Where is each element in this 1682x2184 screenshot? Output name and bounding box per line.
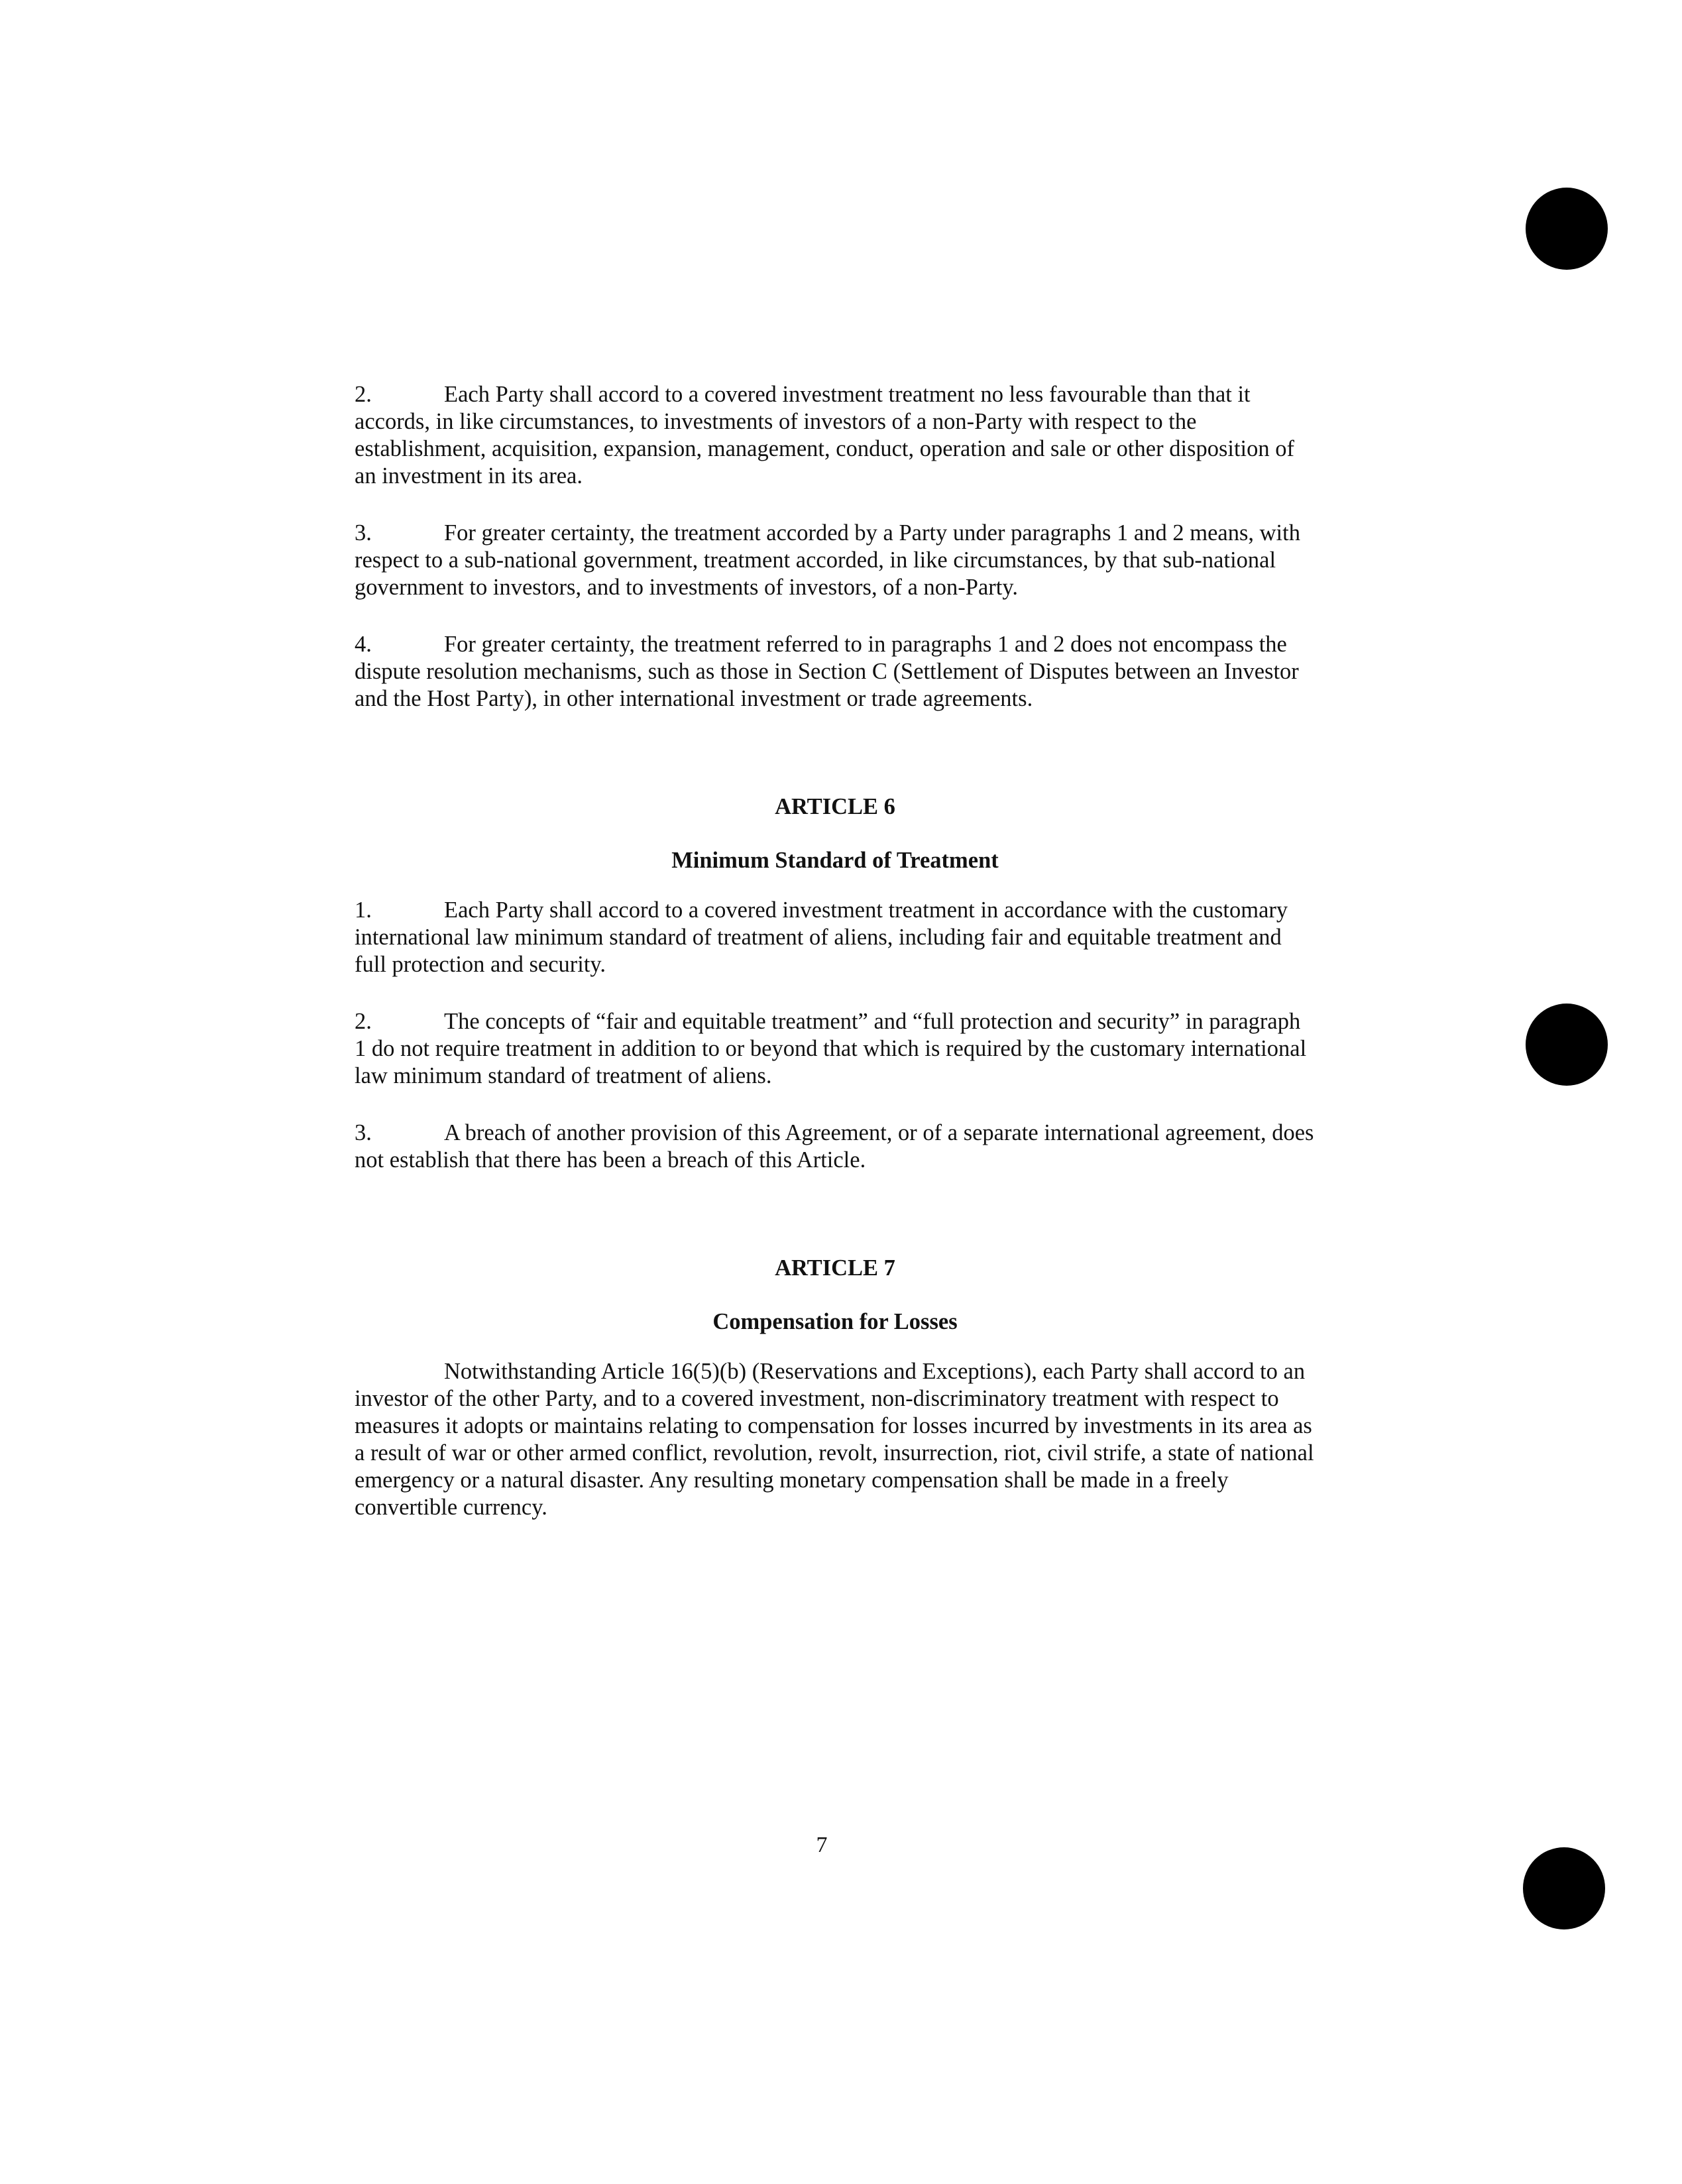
paragraph-number: 3. [355, 1120, 372, 1145]
paragraph-continued-3 [355, 520, 1316, 601]
binder-hole-top [1526, 188, 1608, 270]
binder-hole-bottom [1523, 1847, 1605, 1929]
paragraph-text: Each Party shall accord to a covered investment treatment in accordance with the customary international law minimum standard of treatment of aliens, including fair and equitable treatment and full protection and security. [355, 897, 1288, 977]
paragraph-number: 4. [355, 632, 372, 657]
document-body [355, 381, 1316, 1521]
article-6-paragraph-3 [355, 1120, 1316, 1174]
paragraph-text: For greater certainty, the treatment accorded by a Party under paragraphs 1 and 2 means, with respect to a sub-national government, treatment accorded, in like circumstances, by that sub-national government to investors, and to investments of investors, of a non-Party. [355, 520, 1300, 600]
article-6-title: Minimum Standard of Treatment [671, 848, 999, 873]
binder-hole-middle [1526, 1004, 1608, 1086]
article-7-paragraph [355, 1358, 1316, 1521]
paragraph-continued-2 [355, 381, 1316, 490]
paragraph-text: Notwithstanding Article 16(5)(b) (Reservations and Exceptions), each Party shall accord to an investor of the other Party, and to a covered investment, non-discriminatory treatment with respect to measures it adopts or maintains relating to compensation for losses incurred by investments in its area as a result of war or other armed conflict, revolution, revolt, insurrection, riot, civil strife, a state of national emergency or a natural disaster. Any resulting monetary compensation shall be made in a freely convertible currency. [355, 1359, 1314, 1520]
article-6-heading: ARTICLE 6 [775, 794, 895, 819]
paragraph-number: 2. [355, 1009, 372, 1034]
paragraph-text: A breach of another provision of this Agreement, or of a separate international agreement, does not establish that there has been a breach of this Article. [355, 1120, 1314, 1173]
paragraph-number: 2. [355, 382, 372, 407]
paragraph-number: 1. [355, 897, 372, 923]
paragraph-text: The concepts of “fair and equitable treatment” and “full protection and security” in paragraph 1 do not require treatment in addition to or beyond that which is required by the customary international law minimum standard of treatment of aliens. [355, 1009, 1307, 1088]
paragraph-text: Each Party shall accord to a covered investment treatment no less favourable than that it accords, in like circumstances, to investments of investors of a non-Party with respect to the establishment, acquisition, expansion, management, conduct, operation and sale or other disposition of an investment in its area. [355, 382, 1295, 489]
paragraph-text: For greater certainty, the treatment referred to in paragraphs 1 and 2 does not encompass the dispute resolution mechanisms, such as those in Section C (Settlement of Disputes between an Investor and the Host Party), in other international investment or trade agreements. [355, 632, 1299, 711]
article-7-heading: ARTICLE 7 [775, 1255, 895, 1281]
paragraph-continued-4 [355, 631, 1316, 713]
paragraph-number: 3. [355, 520, 372, 546]
article-7-title: Compensation for Losses [712, 1309, 958, 1334]
page-number: 7 [816, 1833, 828, 1857]
article-6-paragraph-1 [355, 897, 1316, 978]
article-6-paragraph-2 [355, 1008, 1316, 1090]
